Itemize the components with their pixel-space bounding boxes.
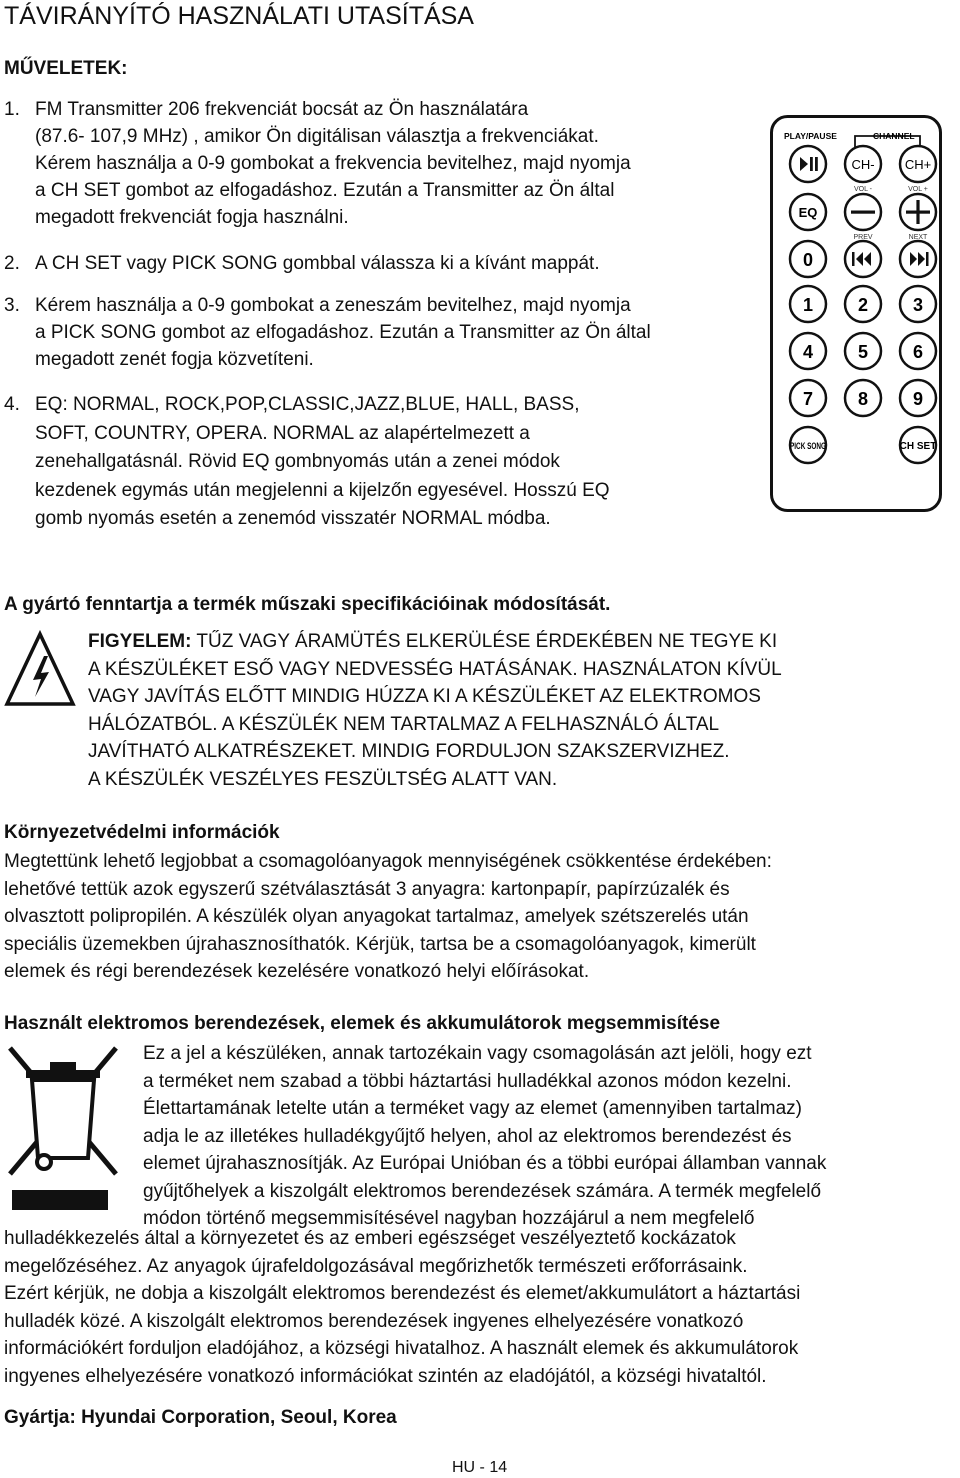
paragraph-line: lehetővé tettük azok egyszerű szétválasztását 3 anyagra: kartonpapír, papírzúzalék és xyxy=(4,878,730,900)
ch-minus-label: CH- xyxy=(851,157,875,172)
vol-minus-button[interactable] xyxy=(845,194,881,230)
digit-label: 7 xyxy=(802,389,814,409)
ch-plus-label: CH+ xyxy=(904,157,932,172)
digit-label: 9 xyxy=(912,389,924,409)
next-button[interactable] xyxy=(900,241,936,277)
manufacturer: Gyártja: Hyundai Corporation, Seoul, Korea xyxy=(4,1407,397,1428)
paragraph-line: megelőzéséhez. Az anyagok újrafeldolgozásával megőrizhetők természeti erőforrásaink. xyxy=(4,1255,748,1277)
digit-5-button[interactable] xyxy=(845,333,881,369)
paragraph-line: a terméket nem szabad a többi háztartási hulladékkal azonos módon kezelni. xyxy=(143,1070,792,1092)
ch-minus-button[interactable] xyxy=(845,146,881,182)
digit-label: 6 xyxy=(912,342,924,362)
ch-set-button[interactable] xyxy=(900,427,937,463)
paragraph-line: olvasztott polipropilén. A készülék olyan anyagokat tartalmaz, amelyek szétszerelés után xyxy=(4,906,749,927)
step-line: megadott frekvenciát fogja használni. xyxy=(35,207,349,228)
paragraph-line: módon történő megsemmisítésével nagyban hozzájárul a nem megfelelő xyxy=(143,1208,755,1229)
digit-3-button[interactable] xyxy=(900,286,936,322)
channel-label: CHANNEL xyxy=(873,131,915,141)
disposal-paragraph-indented xyxy=(143,1040,826,1233)
digit-label: 2 xyxy=(857,295,869,315)
specification-change-notice: A gyártó fenntartja a termék műszaki specifikációinak módosítását. xyxy=(4,594,611,615)
paragraph-line: hulladék közé. A kiszolgált elektromos berendezések ingyenes elhelyezésére vonatkozó xyxy=(4,1310,744,1332)
digit-9-button[interactable] xyxy=(900,380,936,416)
warning-text xyxy=(88,628,948,794)
remote-control-illustration xyxy=(770,115,942,512)
operations-heading: MŰVELETEK: xyxy=(4,58,128,79)
step-line: SOFT, COUNTRY, OPERA. NORMAL az alapértelmezett a xyxy=(35,422,530,444)
pick-song-button[interactable] xyxy=(790,427,826,463)
step-number: 3. xyxy=(4,295,20,316)
digit-4-button[interactable] xyxy=(790,333,826,369)
step-line: a PICK SONG gombot az elfogadáshoz. Ezután a Transmitter az Ön által xyxy=(35,322,651,343)
warning-line: A KÉSZÜLÉK VESZÉLYES FESZÜLTSÉG ALATT VAN. xyxy=(88,768,558,790)
ch-plus-button[interactable] xyxy=(900,146,936,182)
digit-1-button[interactable] xyxy=(790,286,826,322)
paragraph-line: speciális üzemekben újrahasznosíthatók. Kérjük, tartsa be a csomagolóanyagok, kimerült xyxy=(4,933,756,955)
prev-button[interactable] xyxy=(845,241,881,277)
electric-shock-warning-icon xyxy=(4,630,76,710)
ch-set-label: CH SET xyxy=(899,441,937,452)
step-line: A CH SET vagy PICK SONG gombbal válassza ki a kívánt mappát. xyxy=(35,253,600,274)
warning-label: FIGYELEM: xyxy=(88,631,192,652)
digit-7-button[interactable] xyxy=(790,380,826,416)
prev-label: PREV xyxy=(853,234,873,241)
paragraph-line: elemet újrahasznosítják. Az Európai Unióban és a többi európai államban vannak xyxy=(143,1153,827,1174)
disposal-paragraph-full xyxy=(4,1225,800,1390)
pick-song-label: PICK SONG xyxy=(790,441,826,451)
environment-paragraph xyxy=(4,848,772,986)
step-line: Kérem használja a 0-9 gombokat a frekvencia bevitelhez, majd nyomja xyxy=(35,153,631,174)
warning-line: VAGY JAVÍTÁS ELŐTT MINDIG HÚZZA KI A KÉSZÜLÉKET AZ ELEKTROMOS xyxy=(88,686,761,708)
digit-8-button[interactable] xyxy=(845,380,881,416)
step-line: gomb nyomás esetén a zenemód visszatér NORMAL módba. xyxy=(35,508,551,529)
digit-2-button[interactable] xyxy=(845,286,881,322)
warning-line: A KÉSZÜLÉKET ESŐ VAGY NEDVESSÉG HATÁSÁNAK. HASZNÁLATON KÍVÜL xyxy=(88,658,782,680)
vol-minus-label: VOL - xyxy=(853,186,873,193)
step-line: megadott zenét fogja közvetíteni. xyxy=(35,349,314,370)
step-line: a CH SET gombot az elfogadáshoz. Ezután a Transmitter az Ön által xyxy=(35,180,615,201)
page-title: TÁVIRÁNYÍTÓ HASZNÁLATI UTASÍTÁSA xyxy=(4,2,474,30)
step-number: 2. xyxy=(4,253,20,274)
vol-plus-button[interactable] xyxy=(900,194,936,230)
step-line: EQ: NORMAL, ROCK,POP,CLASSIC,JAZZ,BLUE, HALL, BASS, xyxy=(35,394,580,415)
warning-line: HÁLÓZATBÓL. A KÉSZÜLÉK NEM TARTALMAZ A FELHASZNÁLÓ ÁLTAL xyxy=(88,713,720,735)
step-line: Kérem használja a 0-9 gombokat a zeneszám bevitelhez, majd nyomja xyxy=(35,295,631,316)
warning-line: JAVÍTHATÓ ALKATRÉSZEKET. MINDIG FORDULJON SZAKSZERVIZHEZ. xyxy=(88,741,730,763)
step-line: kezdenek egymás után megjelenni a kijelzőn egyesével. Hosszú EQ xyxy=(35,479,610,501)
eq-button[interactable] xyxy=(790,194,826,230)
vol-plus-label: VOL + xyxy=(908,186,928,193)
step-number: 1. xyxy=(4,99,20,120)
next-label: NEXT xyxy=(908,234,928,241)
paragraph-line: információkért forduljon eladójához, a községi hivatalhoz. A használt elemek és akkumulátorok xyxy=(4,1338,799,1359)
play-pause-button[interactable] xyxy=(790,146,826,182)
digit-label: 0 xyxy=(802,250,814,270)
digit-label: 4 xyxy=(802,342,814,362)
play-pause-label: PLAY/PAUSE xyxy=(784,131,837,141)
digit-label: 5 xyxy=(857,342,869,362)
paragraph-line: Ezért kérjük, ne dobja a kiszolgált elektromos berendezést és elemet/akkumulátort a háztartási xyxy=(4,1283,801,1304)
digit-0-button[interactable] xyxy=(790,241,826,277)
paragraph-line: hulladékkezelés által a környezetet és az emberi egészséget veszélyeztető kockázatok xyxy=(4,1228,736,1249)
crossed-out-wheelie-bin-icon xyxy=(4,1040,122,1210)
disposal-heading: Használt elektromos berendezések, elemek és akkumulátorok megsemmisítése xyxy=(4,1013,721,1034)
paragraph-line: Megtettünk lehető legjobbat a csomagolóanyagok mennyiségének csökkentése érdekében: xyxy=(4,851,772,872)
digit-6-button[interactable] xyxy=(900,333,936,369)
paragraph-line: elemek és régi berendezések kezelésére vonatkozó helyi előírásokat. xyxy=(4,961,590,982)
pause-icon xyxy=(810,157,813,171)
paragraph-line: Élettartamának letelte után a terméket vagy az elemet (amennyiben tartalmaz) xyxy=(143,1098,802,1119)
paragraph-line: ingyenes elhelyezésére vonatkozó információkat szintén az eladójától, a községi hivataltól. xyxy=(4,1365,767,1387)
paragraph-line: gyűjtőhelyek a kiszolgált elektromos berendezések számára. A termék megfelelő xyxy=(143,1180,822,1202)
page-number: HU - 14 xyxy=(452,1459,508,1476)
digit-label: 8 xyxy=(857,389,869,409)
digit-label: 3 xyxy=(912,295,924,315)
step-line: FM Transmitter 206 frekvenciát bocsát az Ön használatára xyxy=(35,99,529,120)
step-line: (87.6- 107,9 MHz) , amikor Ön digitálisan választja a frekvenciákat. xyxy=(35,126,599,147)
digit-label: 1 xyxy=(802,295,814,315)
environment-heading: Környezetvédelmi információk xyxy=(4,822,280,843)
step-number: 4. xyxy=(4,394,20,415)
paragraph-line: adja le az illetékes hulladékgyűjtő helyen, ahol az elektromos berendezést és xyxy=(143,1125,792,1147)
eq-label: EQ xyxy=(798,205,818,220)
step-line: zenehallgatásnál. Rövid EQ gombnyomás után a zenei módok xyxy=(35,451,560,472)
minus-icon xyxy=(851,211,875,214)
warning-line: TŰZ VAGY ÁRAMÜTÉS ELKERÜLÉSE ÉRDEKÉBEN NE TEGYE KI xyxy=(196,631,778,652)
paragraph-line: Ez a jel a készüléken, annak tartozékain vagy csomagolásán azt jelöli, hogy ezt xyxy=(143,1043,812,1064)
